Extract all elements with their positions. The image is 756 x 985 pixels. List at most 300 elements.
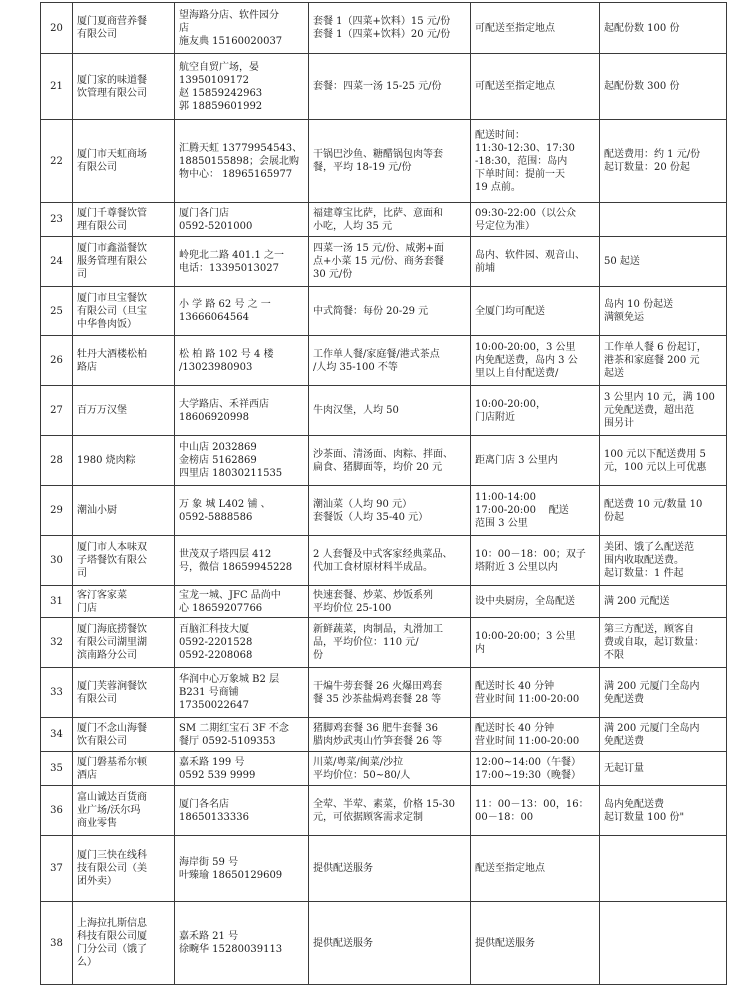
cell-line: 套餐 1（四菜+饮料）15 元/份 — [313, 16, 451, 27]
cell-line: 份 — [313, 650, 323, 661]
cell-line: 17:00~19:30（晚餐） — [475, 769, 582, 781]
cell-line: 10:00-20:00，3 公里 — [475, 342, 576, 353]
cell-line: 港茶和家庭餐 200 元 — [604, 355, 700, 366]
order-terms-cell — [600, 486, 727, 536]
delivery-info-cell — [471, 618, 600, 668]
cell-line: 0592-2201528 — [179, 637, 253, 648]
row-number-cell: 22 — [41, 120, 73, 203]
cell-line: 18850155898；会展北购 — [179, 155, 299, 167]
order-terms-cell — [600, 902, 727, 985]
cell-line: 起订数量：1 件起 — [604, 568, 684, 579]
delivery-info-cell — [471, 902, 600, 985]
order-terms-cell — [600, 752, 727, 786]
table-row — [41, 336, 727, 386]
company-name-cell — [73, 336, 175, 386]
cell-line: 全荤、半荤、素菜，价格 15-30 — [313, 798, 456, 810]
table-row — [41, 836, 727, 902]
cell-line: 厦门家的味道餐 — [77, 74, 147, 86]
cell-line: 免配送费 — [604, 693, 644, 705]
cell-line: 富山诚达百货商 — [77, 792, 147, 803]
cell-line: 有限公司 — [77, 693, 117, 705]
company-name-cell — [73, 536, 175, 586]
cell-line: 工作单人餐/家庭餐/港式茶点 — [313, 348, 440, 360]
cell-line: 厦门市鑫溢餐饮 — [77, 243, 147, 254]
menu-price-cell — [309, 718, 471, 752]
cell-line: 元，可依据顾客需求定制 — [313, 811, 423, 823]
table-row — [41, 203, 727, 237]
address-contact-cell — [175, 902, 309, 985]
delivery-info-cell — [471, 237, 600, 287]
cell-line: 配送时长 40 分钟 — [475, 680, 555, 692]
menu-price-cell — [309, 287, 471, 336]
cell-line: 路店 — [77, 361, 97, 373]
order-terms-cell — [600, 287, 727, 336]
cell-line: 心 18659207766 — [179, 602, 263, 614]
row-number-cell: 33 — [41, 668, 73, 718]
table-row — [41, 786, 727, 836]
cell-line: 厦门三快在线科 — [77, 850, 147, 861]
cell-line: 海岸街 59 号 — [179, 856, 239, 868]
address-contact-cell — [175, 203, 309, 237]
cell-line: 酒店 — [77, 769, 97, 781]
cell-line: 50 起送 — [604, 256, 640, 267]
company-name-cell — [73, 54, 175, 120]
menu-price-cell — [309, 486, 471, 536]
cell-line: 施友典 15160020037 — [179, 35, 283, 47]
catering-vendor-table — [40, 2, 727, 985]
delivery-info-cell — [471, 836, 600, 902]
cell-line: 设中央厨房，全岛配送 — [475, 596, 575, 607]
cell-line: 17350022647 — [179, 700, 249, 711]
cell-line: 0592 539 9999 — [179, 769, 256, 781]
cell-line: 代加工食材原材料半成品。 — [313, 561, 433, 573]
cell-line: 厦门市天虹商场 — [77, 149, 147, 160]
cell-line: 19 点前。 — [475, 181, 521, 193]
cell-line: 厦门市旦宝餐饮 — [77, 292, 147, 304]
cell-line: 满 200 元厦门全岛内 — [604, 722, 700, 734]
address-contact-cell — [175, 836, 309, 902]
cell-line: 前埔 — [475, 262, 495, 274]
cell-line: 起订数量 100 份" — [604, 811, 685, 823]
order-terms-cell — [600, 786, 727, 836]
cell-line: 饮管理有限公司 — [77, 87, 147, 99]
cell-line: 全厦门均可配送 — [475, 305, 545, 317]
table-row — [41, 618, 727, 668]
menu-price-cell — [309, 203, 471, 237]
delivery-info-cell — [471, 718, 600, 752]
cell-line: B231 号商铺 — [179, 687, 239, 698]
cell-line: 百脑汇科技大厦 — [179, 624, 249, 635]
row-number-cell: 20 — [41, 3, 73, 54]
cell-line: SM 二期红宝石 3F 不念 — [179, 722, 289, 734]
cell-line: 17:00-20:00 配送 — [475, 505, 569, 516]
menu-price-cell — [309, 336, 471, 386]
order-terms-cell — [600, 3, 727, 54]
menu-price-cell — [309, 237, 471, 287]
address-contact-cell — [175, 54, 309, 120]
cell-line: 围另计 — [604, 418, 634, 429]
row-number-cell: 37 — [41, 836, 73, 902]
order-terms-cell — [600, 836, 727, 902]
cell-line: 饮有限公司 — [77, 735, 127, 747]
cell-line: 1980 烧肉粽 — [77, 455, 136, 466]
cell-line: 不限 — [604, 650, 624, 661]
cell-line: 扁食、猪脚面等，均价 20 元 — [313, 461, 443, 473]
company-name-cell — [73, 902, 175, 985]
cell-line: 09:30-22:00（以公众 — [475, 207, 577, 219]
cell-line: 厦门磐基希尔顿 — [77, 756, 147, 768]
cell-line: 范围 3 公里 — [475, 518, 528, 529]
cell-line: -18:30，范围：岛内 — [475, 155, 568, 167]
table-row — [41, 536, 727, 586]
company-name-cell — [73, 586, 175, 618]
table-row — [41, 386, 727, 436]
menu-price-cell — [309, 618, 471, 668]
cell-line: 配送费 10 元/数量 10 — [604, 498, 703, 510]
cell-line: 内免配送费，岛内 3 公 — [475, 355, 578, 366]
address-contact-cell — [175, 618, 309, 668]
menu-price-cell — [309, 836, 471, 902]
cell-line: 潮汕小厨 — [77, 505, 117, 516]
address-contact-cell — [175, 436, 309, 486]
order-terms-cell — [600, 237, 727, 287]
company-name-cell — [73, 836, 175, 902]
cell-line: 号定位为准） — [475, 220, 535, 232]
address-contact-cell — [175, 668, 309, 718]
row-number-cell: 36 — [41, 786, 73, 836]
address-contact-cell — [175, 718, 309, 752]
row-number-cell: 32 — [41, 618, 73, 668]
row-number-cell: 21 — [41, 54, 73, 120]
cell-line: 餐，平均 18-19 元/份 — [313, 162, 412, 173]
order-terms-cell — [600, 668, 727, 718]
cell-line: 0592-2208068 — [179, 650, 253, 661]
cell-line: 配送至指定地点 — [475, 863, 545, 874]
row-number-cell: 29 — [41, 486, 73, 536]
cell-line: 起配份数 300 份 — [604, 81, 680, 92]
row-number-cell: 23 — [41, 203, 73, 237]
row-number-cell: 28 — [41, 436, 73, 486]
delivery-info-cell — [471, 786, 600, 836]
delivery-info-cell — [471, 536, 600, 586]
cell-line: 干锅巴沙鱼、糖醋锅包肉等套 — [313, 149, 443, 160]
table-row — [41, 752, 727, 786]
cell-line: 门分公司（饿了 — [77, 944, 147, 955]
company-name-cell — [73, 3, 175, 54]
cell-line: 塔附近 3 公里以内 — [475, 561, 558, 573]
row-number-cell: 35 — [41, 752, 73, 786]
table-row — [41, 237, 727, 287]
cell-line: 有限公司 — [77, 29, 117, 40]
company-name-cell — [73, 718, 175, 752]
table-row — [41, 287, 727, 336]
row-number-cell: 30 — [41, 536, 73, 586]
order-terms-cell — [600, 536, 727, 586]
cell-line: 团外卖） — [77, 876, 117, 887]
cell-line: 么） — [77, 957, 97, 968]
menu-price-cell — [309, 120, 471, 203]
delivery-info-cell — [471, 752, 600, 786]
cell-line: 百万万汉堡 — [77, 405, 127, 416]
cell-line: 理有限公司 — [77, 220, 127, 232]
company-name-cell — [73, 752, 175, 786]
address-contact-cell — [175, 287, 309, 336]
row-number-cell: 24 — [41, 237, 73, 287]
cell-line: 满 200 元厦门全岛内 — [604, 680, 700, 692]
cell-line: 中华鲁肉饭） — [77, 318, 137, 330]
cell-line: /人均 35-100 不等 — [313, 361, 398, 373]
cell-line: 门店 — [77, 602, 97, 614]
row-number-cell: 38 — [41, 902, 73, 985]
address-contact-cell — [175, 237, 309, 287]
delivery-info-cell — [471, 54, 600, 120]
cell-line: 18650133336 — [179, 811, 249, 823]
cell-line: 猪脚鸡套餐 36 肥牛套餐 36 — [313, 722, 438, 734]
row-number-cell: 27 — [41, 386, 73, 436]
cell-line: 10：00－18：00；双子 — [475, 548, 586, 560]
cell-line: 中式简餐：每份 20-29 元 — [313, 305, 429, 317]
cell-line: 无起订量 — [604, 763, 644, 774]
cell-line: 13950109172 — [179, 74, 249, 86]
company-name-cell — [73, 386, 175, 436]
cell-line: 套餐饭（人均 35-40 元） — [313, 511, 429, 523]
cell-line: 四菜一汤 15 元/份、咸粥+面 — [313, 243, 444, 254]
cell-line: 可配送至指定地点 — [475, 22, 555, 34]
cell-line: 0592-5201000 — [179, 220, 253, 232]
cell-line: 配送费用：约 1 元/份 — [604, 149, 701, 160]
cell-line: 厦门不念山海餐 — [77, 722, 147, 734]
cell-line: 18606920998 — [179, 411, 249, 423]
cell-line: 滨南路分公司 — [77, 650, 137, 661]
cell-line: 司 — [77, 568, 87, 579]
cell-line: 3 公里内 10 元，满 100 — [604, 392, 715, 403]
table-row — [41, 668, 727, 718]
cell-line: 起送 — [604, 368, 624, 379]
cell-line: 福建尊宝比萨，比萨、意面和 — [313, 207, 443, 219]
cell-line: 赵 15859242963 — [179, 87, 263, 99]
cell-line: 10:00-20:00， — [475, 398, 547, 410]
cell-line: 工作单人餐 6 份起订， — [604, 342, 707, 353]
address-contact-cell — [175, 586, 309, 618]
cell-line: 有限公司 — [77, 162, 117, 173]
cell-line: 餐 35 沙茶盐焗鸡套餐 28 等 — [313, 693, 442, 705]
cell-line: 宝龙一城、JFC 品尚中 — [179, 589, 281, 601]
address-contact-cell — [175, 752, 309, 786]
cell-line: 费或自取，起订数量： — [604, 637, 704, 648]
company-name-cell — [73, 203, 175, 237]
address-contact-cell — [175, 3, 309, 54]
table-row — [41, 3, 727, 54]
cell-line: 营业时间 11:00-20:00 — [475, 735, 580, 747]
cell-line: 有限公司（旦宝 — [77, 305, 147, 317]
order-terms-cell — [600, 54, 727, 120]
cell-line: 00－18：00 — [475, 811, 534, 823]
cell-line: 业广场/沃尔玛 — [77, 805, 141, 816]
cell-line: 四里店 18030211535 — [179, 468, 283, 479]
menu-price-cell — [309, 668, 471, 718]
cell-line: 品，平均价位：110 元/ — [313, 637, 419, 648]
order-terms-cell — [600, 618, 727, 668]
cell-line: 世茂双子塔四层 412 — [179, 548, 272, 560]
cell-line: 11：00－13：00，16： — [475, 798, 589, 810]
cell-line: 电话：13395013027 — [179, 262, 279, 274]
table-row — [41, 54, 727, 120]
address-contact-cell — [175, 120, 309, 203]
table-row — [41, 120, 727, 203]
cell-line: 岭兜北二路 401.1 之一 — [179, 249, 284, 261]
company-name-cell — [73, 786, 175, 836]
cell-line: 份起 — [604, 511, 624, 523]
delivery-info-cell — [471, 336, 600, 386]
menu-price-cell — [309, 536, 471, 586]
table-row — [41, 436, 727, 486]
delivery-info-cell — [471, 586, 600, 618]
cell-line: 子塔餐饮有限公 — [77, 555, 147, 566]
table-row — [41, 718, 727, 752]
cell-line: 厦门夏商营养餐 — [77, 16, 147, 27]
menu-price-cell — [309, 386, 471, 436]
cell-line: 科技有限公司厦 — [77, 931, 147, 942]
menu-price-cell — [309, 902, 471, 985]
delivery-info-cell — [471, 386, 600, 436]
cell-line: 望海路分店、软件园分 — [179, 9, 279, 21]
cell-line: 2 人套餐及中式客家经典菜品、 — [313, 548, 453, 560]
cell-line: 厦门各门店 — [179, 207, 229, 219]
order-terms-cell — [600, 336, 727, 386]
cell-line: 厦门海底捞餐饮 — [77, 624, 147, 635]
cell-line: 嘉禾路 21 号 — [179, 931, 239, 942]
table-row — [41, 486, 727, 536]
cell-line: 元，100 元以上可优惠 — [604, 461, 707, 473]
cell-line: 店 — [179, 22, 189, 34]
cell-line: 号，微信 18659945228 — [179, 561, 293, 573]
cell-line: 营业时间 11:00-20:00 — [475, 693, 580, 705]
menu-price-cell — [309, 3, 471, 54]
cell-line: 点+小菜 15 元/份、商务套餐 — [313, 256, 444, 267]
row-number-cell: 31 — [41, 586, 73, 618]
cell-line: 汇腾天虹 13779954543、 — [179, 142, 303, 154]
cell-line: 提供配送服务 — [475, 937, 535, 949]
cell-line: 提供配送服务 — [313, 863, 373, 874]
cell-line: 可配送至指定地点 — [475, 81, 555, 92]
cell-line: 套餐 1（四菜+饮料）20 元/份 — [313, 29, 451, 40]
cell-line: 川菜/粤菜/闽菜/沙拉 — [313, 756, 404, 768]
cell-line: 套餐：四菜一汤 15-25 元/份 — [313, 81, 442, 92]
cell-line: 厦门市人本味双 — [77, 542, 147, 553]
cell-line: 美团、饿了么配送范 — [604, 542, 694, 553]
order-terms-cell — [600, 386, 727, 436]
cell-line: 潮汕菜（人均 90 元） — [313, 498, 413, 510]
company-name-cell — [73, 486, 175, 536]
cell-line: 11:00-14:00 — [475, 492, 537, 503]
address-contact-cell — [175, 536, 309, 586]
cell-line: 中山店 2032869 — [179, 442, 257, 453]
cell-line: 门店附近 — [475, 411, 515, 423]
cell-line: 元免配送费，超出范 — [604, 405, 694, 416]
table-row — [41, 586, 727, 618]
cell-line: 围内收取配送费。 — [604, 555, 684, 566]
order-terms-cell — [600, 718, 727, 752]
cell-line: 岛内、软件园、观音山、 — [475, 249, 585, 261]
delivery-info-cell — [471, 436, 600, 486]
cell-line: 配送时长 40 分钟 — [475, 722, 555, 734]
cell-line: 11:30-12:30、17:30 — [475, 142, 575, 154]
cell-line: 牛肉汉堡，人均 50 — [313, 405, 399, 416]
cell-line: 商业零售 — [77, 818, 117, 829]
cell-line: 牡丹大酒楼松柏 — [77, 348, 147, 360]
menu-price-cell — [309, 786, 471, 836]
cell-line: 小 学 路 62 号 之 一 — [179, 299, 271, 310]
menu-price-cell — [309, 436, 471, 486]
cell-line: 沙茶面、清汤面、肉粽、拌面、 — [313, 448, 453, 460]
company-name-cell — [73, 668, 175, 718]
company-name-cell — [73, 618, 175, 668]
cell-line: 服务管理有限公 — [77, 256, 147, 267]
cell-line: 30 元/份 — [313, 269, 353, 280]
cell-line: /13023980903 — [179, 361, 253, 373]
cell-line: 厦门千尊餐饮管 — [77, 207, 147, 219]
order-terms-cell — [600, 203, 727, 237]
cell-line: 腊肉炒武夷山竹笋套餐 26 等 — [313, 735, 443, 747]
cell-line: 嘉禾路 199 号 — [179, 756, 245, 768]
cell-line: 100 元以下配送费用 5 — [604, 448, 706, 460]
cell-line: 客汀客家菜 — [77, 589, 127, 601]
cell-line: 第三方配送，顾客自 — [604, 624, 694, 635]
cell-line: 叶臻瑜 18650129609 — [179, 869, 283, 881]
menu-price-cell — [309, 586, 471, 618]
cell-line: 干煸牛蒡套餐 26 火爆田鸡套 — [313, 680, 443, 692]
cell-line: 平均价位 25-100 — [313, 602, 392, 614]
cell-line: 满 200 元配送 — [604, 596, 670, 607]
delivery-info-cell — [471, 486, 600, 536]
delivery-info-cell — [471, 120, 600, 203]
row-number-cell: 25 — [41, 287, 73, 336]
menu-price-cell — [309, 752, 471, 786]
order-terms-cell — [600, 120, 727, 203]
cell-line: 万 象 城 L402 铺 、 — [179, 498, 271, 510]
cell-line: 华润中心万象城 B2 层 — [179, 674, 280, 685]
cell-line: 岛内免配送费 — [604, 798, 664, 810]
cell-line: 10:00-20:00；3 公里 — [475, 630, 576, 642]
cell-line: 配送时间： — [475, 129, 525, 141]
cell-line: 厦门各名店 — [179, 798, 229, 810]
company-name-cell — [73, 436, 175, 486]
cell-line: 免配送费 — [604, 735, 644, 747]
cell-line: 厦门芙蓉涧餐饮 — [77, 680, 147, 692]
cell-line: 起配份数 100 份 — [604, 22, 680, 34]
delivery-info-cell — [471, 3, 600, 54]
menu-price-cell — [309, 54, 471, 120]
order-terms-cell — [600, 586, 727, 618]
cell-line: 司 — [77, 269, 87, 280]
cell-line: 上海拉扎斯信息 — [77, 918, 147, 929]
row-number-cell: 26 — [41, 336, 73, 386]
cell-line: 物中心： 18965165977 — [179, 168, 293, 180]
cell-line: 起订数量：20 份起 — [604, 162, 690, 173]
address-contact-cell — [175, 386, 309, 436]
cell-line: 12:00~14:00（午餐） — [475, 756, 582, 768]
delivery-info-cell — [471, 668, 600, 718]
company-name-cell — [73, 120, 175, 203]
address-contact-cell — [175, 786, 309, 836]
company-name-cell — [73, 237, 175, 287]
table-row — [41, 902, 727, 985]
cell-line: 大学路店、禾祥西店 — [179, 398, 269, 410]
cell-line: 有限公司湖里湖 — [77, 637, 147, 648]
cell-line: 技有限公司（美 — [77, 863, 147, 874]
cell-line: 平均价位：50~80/人 — [313, 769, 411, 781]
cell-line: 餐厅 0592-5109353 — [179, 735, 276, 747]
